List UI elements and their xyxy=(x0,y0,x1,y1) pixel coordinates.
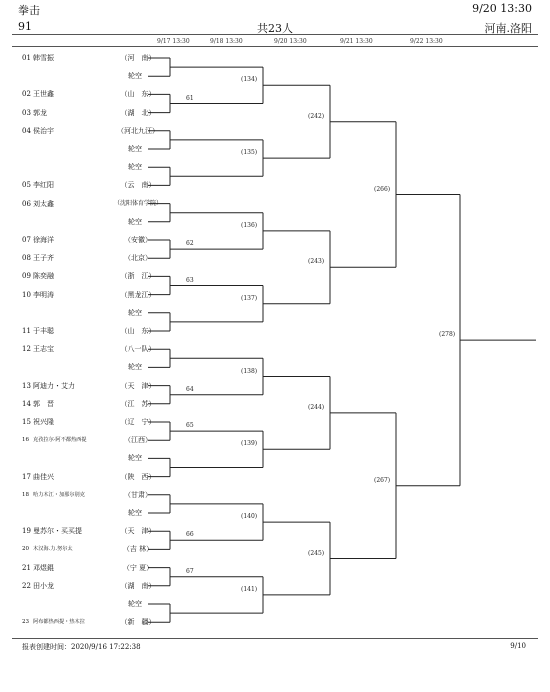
entry-number: 02 xyxy=(22,90,31,99)
athlete-name: 克孜拉尔·阿不都热西提 xyxy=(33,437,87,444)
team-name: （八一队） xyxy=(120,345,156,354)
match-number: (134) xyxy=(241,76,258,84)
entry-number: 11 xyxy=(22,327,31,335)
entry-number: 03 xyxy=(22,108,31,117)
match-number: 63 xyxy=(186,276,194,284)
team-name: （甘肃） xyxy=(124,490,152,499)
match-number: (135) xyxy=(241,149,258,157)
team-name: （陕 西） xyxy=(120,472,156,481)
match-number: 66 xyxy=(186,531,194,539)
team-name: （新 疆） xyxy=(120,618,156,627)
athlete-name: 邓煜錕 xyxy=(33,563,54,572)
entry-number: 21 xyxy=(22,563,31,572)
athlete-name: 侯治宇 xyxy=(33,126,54,135)
athlete-name: 陈奕融 xyxy=(33,272,54,281)
match-number: (242) xyxy=(308,112,325,120)
bye-slot: 轮空 xyxy=(128,163,142,172)
match-number: (141) xyxy=(241,585,258,593)
athlete-name: 田小龙 xyxy=(33,581,54,590)
athlete-name: 曼苏尔・买买提 xyxy=(33,527,82,536)
team-name: （山 东） xyxy=(120,90,156,99)
team-name: （天 津） xyxy=(120,527,156,536)
athlete-name: 刘太鑫 xyxy=(33,199,54,208)
event-datetime: 9/20 13:30 xyxy=(472,2,532,15)
schedule-date: 9/22 13:30 xyxy=(410,38,443,45)
team-name: （浙 江） xyxy=(120,272,156,281)
entry-number: 01 xyxy=(22,54,31,62)
entry-number: 20 xyxy=(22,546,29,553)
athlete-name: 阿迪力・艾力 xyxy=(33,381,75,390)
match-number: (245) xyxy=(308,549,325,557)
entry-number: 06 xyxy=(22,199,31,208)
team-name: （宁 夏） xyxy=(122,563,154,572)
bye-slot: 轮空 xyxy=(128,600,142,608)
entry-number: 18 xyxy=(22,491,29,498)
athlete-name: 郭龙 xyxy=(33,108,47,117)
team-name: （江西） xyxy=(124,436,152,445)
entry-number: 16 xyxy=(22,437,29,444)
athlete-name: 郭 晋 xyxy=(33,399,54,408)
schedule-date: 9/20 13:30 xyxy=(274,38,307,45)
match-number: (267) xyxy=(374,476,391,484)
athlete-name: 木汉海.力.努尔太 xyxy=(33,546,73,553)
team-name: （北京） xyxy=(124,254,152,263)
schedule-date: 9/17 13:30 xyxy=(157,38,190,45)
match-number: (138) xyxy=(241,367,258,375)
team-name: （山 东） xyxy=(120,327,156,335)
venue: 河南.洛阳 xyxy=(484,22,532,35)
entry-number: 12 xyxy=(22,345,31,354)
match-number: 64 xyxy=(186,385,194,393)
entry-number: 14 xyxy=(22,399,31,408)
team-name: （辽 宁） xyxy=(120,418,156,426)
match-number: (140) xyxy=(241,513,258,521)
entry-number: 17 xyxy=(22,472,31,481)
schedule-date: 9/21 13:30 xyxy=(340,38,373,45)
match-number: (139) xyxy=(241,440,258,448)
footer-rule xyxy=(12,638,538,639)
entry-number: 08 xyxy=(22,254,31,263)
team-name: （江 苏） xyxy=(120,399,156,408)
entry-number: 22 xyxy=(22,581,31,590)
entry-number: 04 xyxy=(22,126,31,135)
team-name: （湖 北） xyxy=(120,108,156,117)
athlete-name: 李红阳 xyxy=(33,181,54,190)
bye-slot: 轮空 xyxy=(128,509,142,517)
athlete-name: 王世鑫 xyxy=(33,90,54,99)
team-name: （天 津） xyxy=(120,381,156,390)
bye-slot: 轮空 xyxy=(128,145,142,153)
entry-number: 05 xyxy=(22,181,31,190)
schedule-date: 9/18 13:30 xyxy=(210,38,243,45)
match-number: 67 xyxy=(186,567,194,575)
team-name: （河北九江） xyxy=(117,126,159,135)
entry-number: 23 xyxy=(22,619,29,626)
page-number: 9/10 xyxy=(510,642,526,650)
match-number: (136) xyxy=(241,221,258,229)
created-time: 报表创建时间：2020/9/16 17:22:38 xyxy=(22,643,141,651)
match-number: (243) xyxy=(308,258,325,266)
bye-slot: 轮空 xyxy=(128,363,142,372)
athlete-name: 李明涛 xyxy=(33,290,54,299)
team-name: （沈阳体育学院） xyxy=(113,199,162,207)
event-code: 91 xyxy=(18,20,32,33)
match-number: 61 xyxy=(186,94,194,102)
entry-number: 15 xyxy=(22,418,31,426)
team-name: （黑龙江） xyxy=(120,290,156,299)
sport-title: 拳击 xyxy=(18,4,40,17)
entry-number: 10 xyxy=(22,290,31,299)
athlete-name: 徐海洋 xyxy=(33,236,54,244)
team-name: （河 南） xyxy=(120,54,156,62)
team-name: （安徽） xyxy=(124,236,152,244)
athlete-name: 于丰聪 xyxy=(33,327,54,335)
team-name: （云 南） xyxy=(120,181,156,190)
match-number: (278) xyxy=(439,331,456,339)
athlete-name: 韩雪振 xyxy=(33,54,54,62)
entry-number: 13 xyxy=(22,381,31,390)
athlete-name: 曲佳兴 xyxy=(33,472,54,481)
athlete-name: 王子齐 xyxy=(33,254,54,263)
entry-number: 07 xyxy=(22,236,31,244)
entry-number: 19 xyxy=(22,527,31,536)
bye-slot: 轮空 xyxy=(128,217,142,226)
bye-slot: 轮空 xyxy=(128,308,142,317)
athlete-name: 哈力木江・加那尔别克 xyxy=(33,491,85,498)
team-name: （湖 南） xyxy=(120,581,156,590)
bye-slot: 轮空 xyxy=(128,72,142,81)
match-number: (137) xyxy=(241,294,258,302)
match-number: (266) xyxy=(374,185,391,193)
athlete-name: 阿布都热西提・热木拉 xyxy=(33,619,85,626)
bye-slot: 轮空 xyxy=(128,454,142,463)
athlete-name: 祝兴隆 xyxy=(33,418,54,426)
entry-number: 09 xyxy=(22,272,31,281)
total-count: 共23人 xyxy=(257,22,293,35)
athlete-name: 王志宝 xyxy=(33,345,54,354)
match-number: 62 xyxy=(186,240,194,248)
team-name: （吉 林） xyxy=(122,545,154,554)
match-number: (244) xyxy=(308,403,325,411)
match-number: 65 xyxy=(186,422,194,430)
